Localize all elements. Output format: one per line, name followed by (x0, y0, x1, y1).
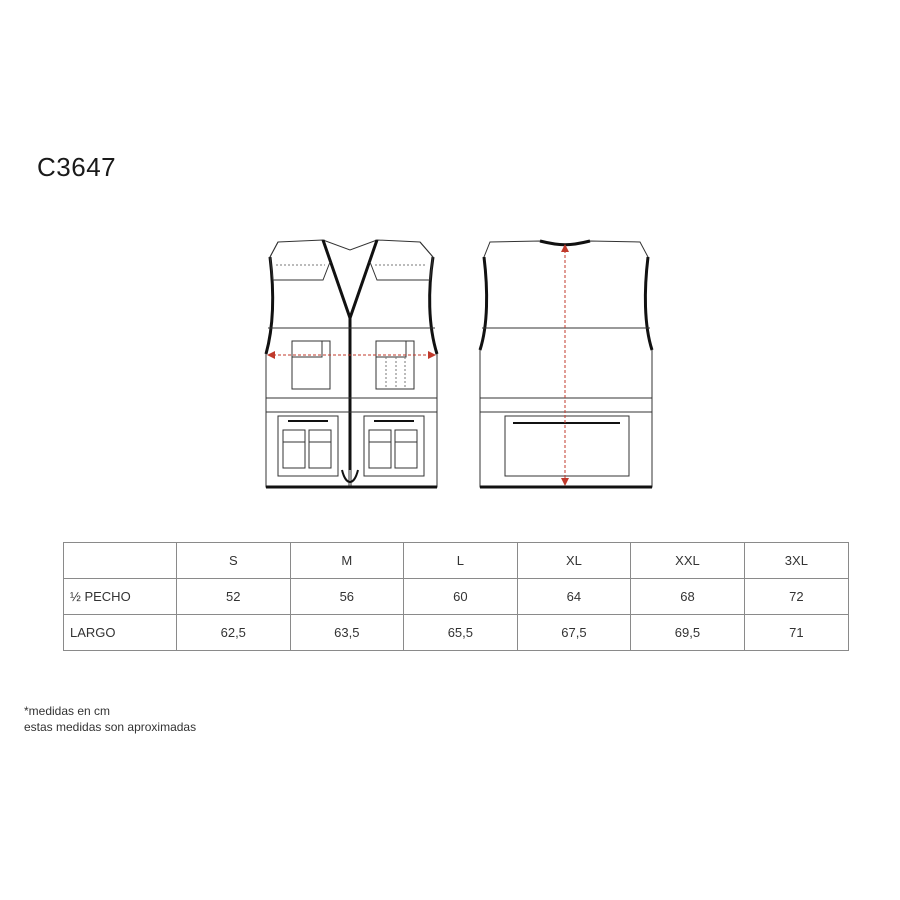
size-header-3xl: 3XL (744, 543, 848, 579)
size-header-corner (64, 543, 177, 579)
table-cell: 62,5 (177, 615, 291, 651)
table-cell: 65,5 (404, 615, 518, 651)
front-right-small-pocket-b (395, 430, 417, 468)
row-label-half-chest: ½ PECHO (64, 579, 177, 615)
table-cell: 63,5 (290, 615, 404, 651)
size-header-xxl: XXL (631, 543, 745, 579)
table-cell: 52 (177, 579, 291, 615)
size-header-s: S (177, 543, 291, 579)
product-code: C3647 (37, 152, 117, 182)
table-cell: 72 (744, 579, 848, 615)
front-left-small-pocket-b (309, 430, 331, 468)
table-row (64, 615, 849, 651)
back-pocket (505, 416, 629, 476)
front-left-chest-flap (292, 341, 322, 357)
size-header-row (64, 543, 849, 579)
size-table (63, 542, 849, 651)
front-right-lower-pocket (364, 416, 424, 476)
size-header-m: M (290, 543, 404, 579)
table-cell: 69,5 (631, 615, 745, 651)
back-armhole-trim-right (645, 257, 652, 350)
front-right-chest-pocket (376, 341, 414, 389)
back-body-outline (480, 241, 652, 487)
table-row (64, 579, 849, 615)
table-cell: 68 (631, 579, 745, 615)
approx-note: estas medidas son aproximadas (24, 720, 197, 734)
size-header-l: L (404, 543, 518, 579)
front-left-chest-pocket (292, 341, 330, 389)
front-left-small-pocket-a (283, 430, 305, 468)
table-cell: 67,5 (517, 615, 631, 651)
front-neckline (323, 240, 377, 318)
front-right-small-pocket-a (369, 430, 391, 468)
vest-front-view (266, 240, 437, 487)
front-bottom-curve (342, 470, 358, 482)
front-left-lower-pocket (278, 416, 338, 476)
back-armhole-trim-left (480, 257, 487, 350)
front-pen-slots (386, 357, 405, 389)
front-shoulder-yoke-left (270, 242, 330, 280)
units-note: *medidas en cm (24, 704, 111, 718)
table-cell: 60 (404, 579, 518, 615)
front-shoulder-yoke-right (370, 242, 433, 280)
size-header-xl: XL (517, 543, 631, 579)
row-label-length: LARGO (64, 615, 177, 651)
back-neckline (540, 241, 590, 245)
vest-back-view (480, 241, 652, 487)
table-cell: 71 (744, 615, 848, 651)
table-cell: 64 (517, 579, 631, 615)
table-cell: 56 (290, 579, 404, 615)
